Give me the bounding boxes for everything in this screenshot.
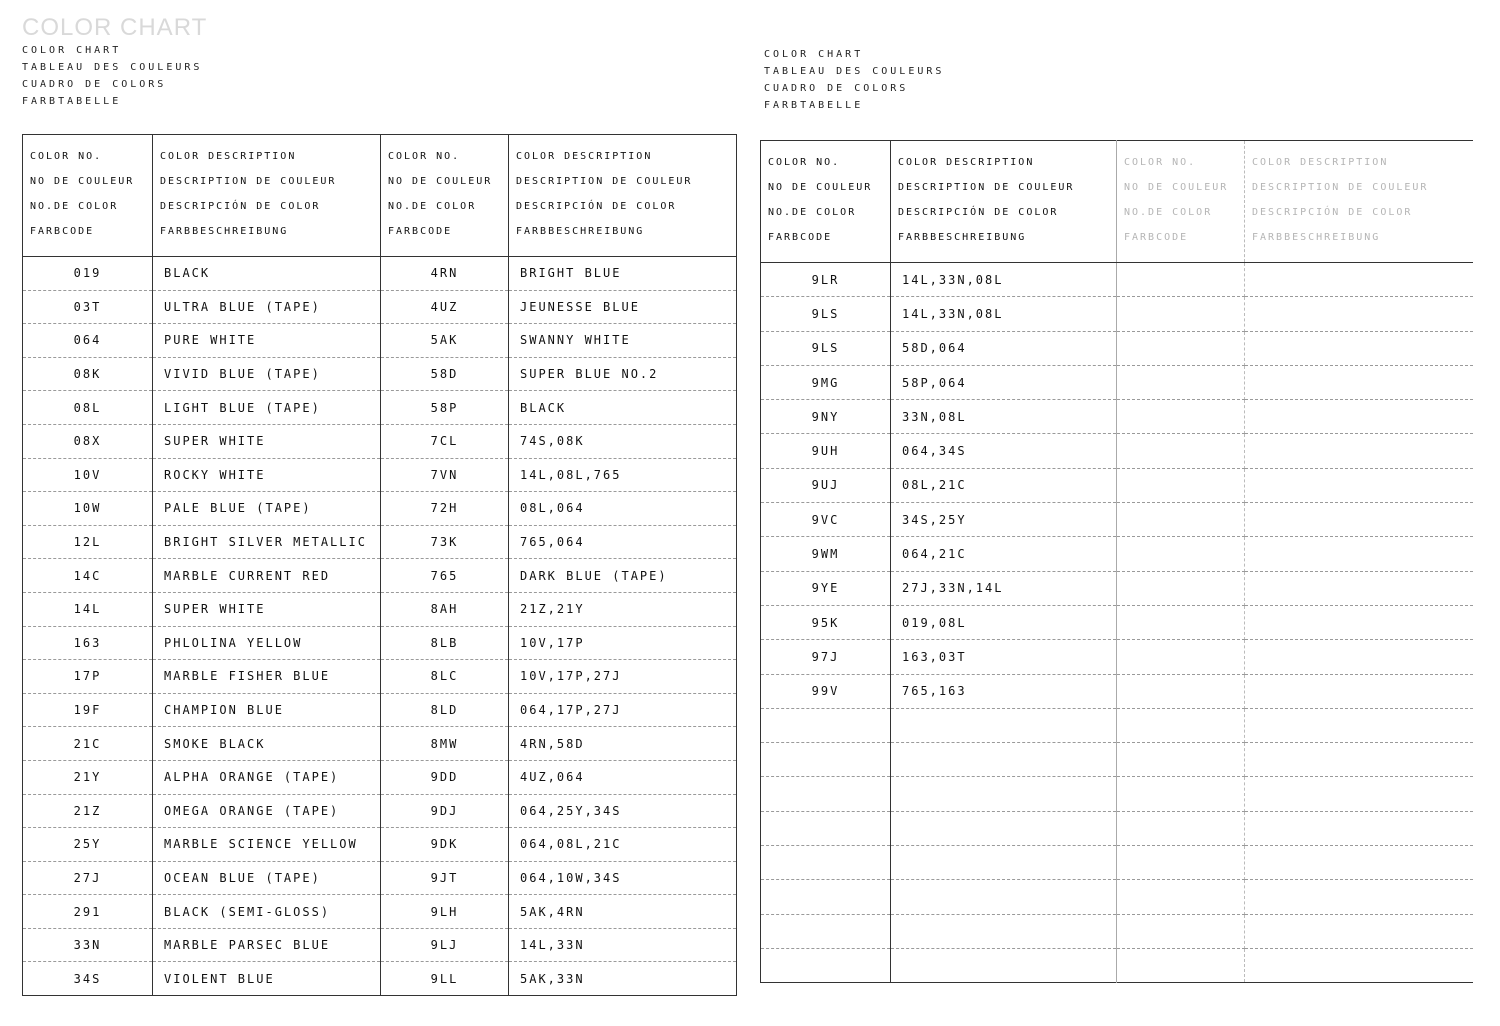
header-label: COLOR DESCRIPTION bbox=[1252, 157, 1389, 168]
header-color-no bbox=[761, 141, 891, 263]
color-description: 58D,064 bbox=[891, 331, 1117, 365]
right-color-table bbox=[760, 140, 1473, 983]
color-description bbox=[1245, 708, 1473, 742]
color-description bbox=[891, 811, 1117, 845]
color-code: 9LR bbox=[761, 263, 891, 297]
table-row bbox=[23, 424, 737, 458]
table-row bbox=[23, 760, 737, 794]
table-row bbox=[761, 743, 1473, 777]
right-chart-heading bbox=[764, 46, 944, 114]
header-label: FARBBESCHREIBUNG bbox=[1252, 232, 1381, 243]
color-description: DARK BLUE (TAPE) bbox=[509, 559, 737, 593]
header-label: FARBCODE bbox=[768, 232, 833, 243]
color-description: 064,10W,34S bbox=[509, 861, 737, 895]
color-code: 8LC bbox=[381, 660, 509, 694]
color-code: 7VN bbox=[381, 458, 509, 492]
header-label: FARBBESCHREIBUNG bbox=[898, 232, 1027, 243]
color-code bbox=[1117, 743, 1245, 777]
table-row bbox=[761, 811, 1473, 845]
heading-line: TABLEAU DES COULEURS bbox=[764, 66, 945, 77]
table-row bbox=[23, 794, 737, 828]
heading-line: CUADRO DE COLORS bbox=[764, 83, 909, 94]
color-description: SUPER WHITE bbox=[153, 592, 381, 626]
table-row bbox=[761, 434, 1473, 468]
color-code: 58D bbox=[381, 357, 509, 391]
color-description bbox=[1245, 846, 1473, 880]
table-row bbox=[761, 400, 1473, 434]
color-description bbox=[1245, 365, 1473, 399]
table-row bbox=[23, 357, 737, 391]
table-row bbox=[761, 468, 1473, 502]
table-row bbox=[761, 503, 1473, 537]
color-description: 5AK,4RN bbox=[509, 895, 737, 929]
heading-line: TABLEAU DES COULEURS bbox=[22, 62, 203, 73]
color-code bbox=[1117, 537, 1245, 571]
color-code: 8AH bbox=[381, 592, 509, 626]
color-code: 19F bbox=[23, 693, 153, 727]
header-label: FARBBESCHREIBUNG bbox=[160, 226, 289, 237]
color-code: 95K bbox=[761, 605, 891, 639]
color-code bbox=[1117, 605, 1245, 639]
color-code bbox=[1117, 880, 1245, 914]
color-description bbox=[1245, 537, 1473, 571]
color-description: SMOKE BLACK bbox=[153, 727, 381, 761]
table-row bbox=[761, 571, 1473, 605]
color-code: 21Z bbox=[23, 794, 153, 828]
color-code: 9NY bbox=[761, 400, 891, 434]
color-description: 019,08L bbox=[891, 605, 1117, 639]
color-description: 33N,08L bbox=[891, 400, 1117, 434]
table-row bbox=[761, 605, 1473, 639]
color-description: 064,17P,27J bbox=[509, 693, 737, 727]
table-row bbox=[23, 391, 737, 425]
color-description: 064,34S bbox=[891, 434, 1117, 468]
color-description bbox=[1245, 811, 1473, 845]
header-label: NO.DE COLOR bbox=[1124, 207, 1213, 218]
color-description: MARBLE PARSEC BLUE bbox=[153, 928, 381, 962]
table-row bbox=[23, 290, 737, 324]
color-code bbox=[1117, 503, 1245, 537]
header-label: NO DE COULEUR bbox=[388, 176, 493, 187]
color-code: 14C bbox=[23, 559, 153, 593]
color-description bbox=[891, 708, 1117, 742]
color-code bbox=[1117, 708, 1245, 742]
color-code bbox=[761, 708, 891, 742]
color-description: ULTRA BLUE (TAPE) bbox=[153, 290, 381, 324]
header-color-description bbox=[509, 135, 737, 257]
color-code: 03T bbox=[23, 290, 153, 324]
color-description: 34S,25Y bbox=[891, 503, 1117, 537]
color-description bbox=[1245, 674, 1473, 708]
color-description: SUPER BLUE NO.2 bbox=[509, 357, 737, 391]
color-description bbox=[1245, 571, 1473, 605]
header-color-description bbox=[891, 141, 1117, 263]
color-code: 9LJ bbox=[381, 928, 509, 962]
color-description bbox=[1245, 640, 1473, 674]
table-row bbox=[23, 592, 737, 626]
color-description bbox=[891, 777, 1117, 811]
color-code: 73K bbox=[381, 525, 509, 559]
table-row bbox=[23, 458, 737, 492]
color-code bbox=[1117, 400, 1245, 434]
color-description: BRIGHT BLUE bbox=[509, 257, 737, 291]
color-description: JEUNESSE BLUE bbox=[509, 290, 737, 324]
header-label: FARBCODE bbox=[30, 226, 95, 237]
heading-line: FARBTABELLE bbox=[22, 96, 122, 107]
table-row bbox=[761, 708, 1473, 742]
color-code: 9YE bbox=[761, 571, 891, 605]
color-description: 14L,08L,765 bbox=[509, 458, 737, 492]
color-description: 765,064 bbox=[509, 525, 737, 559]
color-code: 8MW bbox=[381, 727, 509, 761]
header-color-description bbox=[1245, 141, 1473, 263]
color-code: 9DK bbox=[381, 828, 509, 862]
color-code: 08K bbox=[23, 357, 153, 391]
table-header-row bbox=[23, 135, 737, 257]
color-code: 10W bbox=[23, 492, 153, 526]
color-description: BLACK bbox=[509, 391, 737, 425]
color-code: 21Y bbox=[23, 760, 153, 794]
color-description: VIOLENT BLUE bbox=[153, 962, 381, 996]
color-code: 33N bbox=[23, 928, 153, 962]
heading-line: CUADRO DE COLORS bbox=[22, 79, 167, 90]
color-code: 9LS bbox=[761, 331, 891, 365]
color-description bbox=[1245, 880, 1473, 914]
color-description bbox=[1245, 914, 1473, 948]
color-description: 10V,17P,27J bbox=[509, 660, 737, 694]
header-label: DESCRIPCIÓN DE COLOR bbox=[516, 201, 677, 212]
left-color-table bbox=[22, 134, 737, 996]
header-label: COLOR NO. bbox=[768, 157, 841, 168]
table-row bbox=[761, 777, 1473, 811]
header-label: NO DE COULEUR bbox=[768, 182, 873, 193]
color-description: MARBLE FISHER BLUE bbox=[153, 660, 381, 694]
header-label: NO.DE COLOR bbox=[30, 201, 119, 212]
color-description: 27J,33N,14L bbox=[891, 571, 1117, 605]
color-description: PHLOLINA YELLOW bbox=[153, 626, 381, 660]
color-code: 08X bbox=[23, 424, 153, 458]
table-row bbox=[761, 914, 1473, 948]
color-code: 9LH bbox=[381, 895, 509, 929]
color-code: 9UH bbox=[761, 434, 891, 468]
table-row bbox=[23, 928, 737, 962]
color-code: 4RN bbox=[381, 257, 509, 291]
heading-line: FARBTABELLE bbox=[764, 100, 864, 111]
color-code: 9MG bbox=[761, 365, 891, 399]
header-label: NO.DE COLOR bbox=[388, 201, 477, 212]
color-description: 765,163 bbox=[891, 674, 1117, 708]
table-row bbox=[761, 846, 1473, 880]
color-code bbox=[1117, 846, 1245, 880]
color-code: 9VC bbox=[761, 503, 891, 537]
color-description: 064,25Y,34S bbox=[509, 794, 737, 828]
color-description: SWANNY WHITE bbox=[509, 324, 737, 358]
color-description: 4RN,58D bbox=[509, 727, 737, 761]
color-description: SUPER WHITE bbox=[153, 424, 381, 458]
table-row bbox=[23, 525, 737, 559]
color-code bbox=[1117, 777, 1245, 811]
header-label: FARBBESCHREIBUNG bbox=[516, 226, 645, 237]
table-row bbox=[23, 492, 737, 526]
color-description bbox=[1245, 777, 1473, 811]
color-description bbox=[1245, 263, 1473, 297]
color-code: 72H bbox=[381, 492, 509, 526]
color-code: 21C bbox=[23, 727, 153, 761]
color-description bbox=[891, 880, 1117, 914]
color-description bbox=[891, 846, 1117, 880]
color-code: 9JT bbox=[381, 861, 509, 895]
color-code bbox=[761, 948, 891, 982]
color-description: 08L,064 bbox=[509, 492, 737, 526]
color-code bbox=[1117, 468, 1245, 502]
color-description: BLACK (SEMI-GLOSS) bbox=[153, 895, 381, 929]
color-code: 9DD bbox=[381, 760, 509, 794]
table-row bbox=[761, 365, 1473, 399]
header-label: NO.DE COLOR bbox=[768, 207, 857, 218]
header-label: DESCRIPTION DE COULEUR bbox=[1252, 182, 1429, 193]
header-label: COLOR DESCRIPTION bbox=[160, 151, 297, 162]
color-description bbox=[1245, 400, 1473, 434]
table-row bbox=[23, 828, 737, 862]
color-code bbox=[761, 811, 891, 845]
header-label: DESCRIPCIÓN DE COLOR bbox=[898, 207, 1059, 218]
color-code: 163 bbox=[23, 626, 153, 660]
color-code: 9DJ bbox=[381, 794, 509, 828]
header-label: FARBCODE bbox=[1124, 232, 1189, 243]
left-chart-heading bbox=[22, 42, 202, 110]
color-description: 58P,064 bbox=[891, 365, 1117, 399]
table-row bbox=[23, 693, 737, 727]
table-row bbox=[761, 263, 1473, 297]
table-row bbox=[23, 861, 737, 895]
color-code: 8LB bbox=[381, 626, 509, 660]
header-label: COLOR DESCRIPTION bbox=[516, 151, 653, 162]
color-description: ROCKY WHITE bbox=[153, 458, 381, 492]
color-description: 4UZ,064 bbox=[509, 760, 737, 794]
color-description: 08L,21C bbox=[891, 468, 1117, 502]
header-color-no bbox=[1117, 141, 1245, 263]
color-code bbox=[1117, 948, 1245, 982]
color-description bbox=[1245, 297, 1473, 331]
color-code: 291 bbox=[23, 895, 153, 929]
color-description: 74S,08K bbox=[509, 424, 737, 458]
color-description: OCEAN BLUE (TAPE) bbox=[153, 861, 381, 895]
color-code: 34S bbox=[23, 962, 153, 996]
color-code bbox=[1117, 331, 1245, 365]
header-label: FARBCODE bbox=[388, 226, 453, 237]
color-description bbox=[1245, 605, 1473, 639]
color-description bbox=[1245, 434, 1473, 468]
table-row bbox=[761, 297, 1473, 331]
table-header-row bbox=[761, 141, 1473, 263]
color-description: OMEGA ORANGE (TAPE) bbox=[153, 794, 381, 828]
color-code bbox=[1117, 365, 1245, 399]
color-code bbox=[1117, 811, 1245, 845]
color-code: 08L bbox=[23, 391, 153, 425]
color-description: LIGHT BLUE (TAPE) bbox=[153, 391, 381, 425]
color-description bbox=[1245, 503, 1473, 537]
color-code bbox=[1117, 263, 1245, 297]
table-row bbox=[761, 674, 1473, 708]
color-code: 97J bbox=[761, 640, 891, 674]
color-code bbox=[761, 846, 891, 880]
color-code: 25Y bbox=[23, 828, 153, 862]
table-row bbox=[761, 537, 1473, 571]
color-description: 14L,33N,08L bbox=[891, 263, 1117, 297]
table-row bbox=[761, 331, 1473, 365]
color-description: PURE WHITE bbox=[153, 324, 381, 358]
header-label: DESCRIPCIÓN DE COLOR bbox=[160, 201, 321, 212]
color-description bbox=[1245, 331, 1473, 365]
table-row bbox=[23, 895, 737, 929]
color-code bbox=[1117, 434, 1245, 468]
header-label: COLOR DESCRIPTION bbox=[898, 157, 1035, 168]
table-row bbox=[761, 948, 1473, 982]
color-description bbox=[1245, 948, 1473, 982]
color-description: VIVID BLUE (TAPE) bbox=[153, 357, 381, 391]
color-description: 14L,33N,08L bbox=[891, 297, 1117, 331]
color-description: MARBLE SCIENCE YELLOW bbox=[153, 828, 381, 862]
heading-line: COLOR CHART bbox=[764, 49, 864, 60]
table-row bbox=[23, 727, 737, 761]
color-description: 163,03T bbox=[891, 640, 1117, 674]
table-row bbox=[761, 640, 1473, 674]
color-code bbox=[761, 743, 891, 777]
color-code: 99V bbox=[761, 674, 891, 708]
table-row bbox=[23, 324, 737, 358]
table-row bbox=[761, 880, 1473, 914]
color-code: 7CL bbox=[381, 424, 509, 458]
color-code: 9LS bbox=[761, 297, 891, 331]
color-code bbox=[1117, 914, 1245, 948]
color-description: PALE BLUE (TAPE) bbox=[153, 492, 381, 526]
color-description: ALPHA ORANGE (TAPE) bbox=[153, 760, 381, 794]
color-code: 8LD bbox=[381, 693, 509, 727]
heading-line: COLOR CHART bbox=[22, 45, 122, 56]
color-code: 5AK bbox=[381, 324, 509, 358]
color-code: 019 bbox=[23, 257, 153, 291]
color-code: 14L bbox=[23, 592, 153, 626]
table-row bbox=[23, 660, 737, 694]
header-label: COLOR NO. bbox=[1124, 157, 1197, 168]
color-code bbox=[761, 880, 891, 914]
color-code: 12L bbox=[23, 525, 153, 559]
color-code bbox=[761, 777, 891, 811]
color-description bbox=[1245, 743, 1473, 777]
color-code: 58P bbox=[381, 391, 509, 425]
color-description bbox=[1245, 468, 1473, 502]
color-code: 17P bbox=[23, 660, 153, 694]
header-label: COLOR NO. bbox=[388, 151, 461, 162]
table-row bbox=[23, 626, 737, 660]
color-code: 27J bbox=[23, 861, 153, 895]
faint-page-title: COLOR CHART bbox=[22, 14, 208, 41]
color-code bbox=[761, 914, 891, 948]
color-description: 064,08L,21C bbox=[509, 828, 737, 862]
color-description: 21Z,21Y bbox=[509, 592, 737, 626]
header-label: DESCRIPCIÓN DE COLOR bbox=[1252, 207, 1413, 218]
color-description bbox=[891, 914, 1117, 948]
color-code bbox=[1117, 640, 1245, 674]
color-code: 064 bbox=[23, 324, 153, 358]
header-label: DESCRIPTION DE COULEUR bbox=[898, 182, 1075, 193]
header-color-description bbox=[153, 135, 381, 257]
color-description: BLACK bbox=[153, 257, 381, 291]
color-description bbox=[891, 743, 1117, 777]
table-row bbox=[23, 559, 737, 593]
color-code: 10V bbox=[23, 458, 153, 492]
color-description: BRIGHT SILVER METALLIC bbox=[153, 525, 381, 559]
color-description: MARBLE CURRENT RED bbox=[153, 559, 381, 593]
color-code: 765 bbox=[381, 559, 509, 593]
header-color-no bbox=[381, 135, 509, 257]
color-code bbox=[1117, 297, 1245, 331]
header-label: NO DE COULEUR bbox=[1124, 182, 1229, 193]
color-description: 5AK,33N bbox=[509, 962, 737, 996]
color-description: 14L,33N bbox=[509, 928, 737, 962]
header-label: DESCRIPTION DE COULEUR bbox=[516, 176, 693, 187]
color-description: 064,21C bbox=[891, 537, 1117, 571]
color-description: CHAMPION BLUE bbox=[153, 693, 381, 727]
color-code bbox=[1117, 571, 1245, 605]
color-code: 9LL bbox=[381, 962, 509, 996]
color-code bbox=[1117, 674, 1245, 708]
color-code: 9WM bbox=[761, 537, 891, 571]
header-color-no bbox=[23, 135, 153, 257]
color-description: 10V,17P bbox=[509, 626, 737, 660]
color-code: 4UZ bbox=[381, 290, 509, 324]
color-description bbox=[891, 948, 1117, 982]
color-code: 9UJ bbox=[761, 468, 891, 502]
table-row bbox=[23, 257, 737, 291]
header-label: DESCRIPTION DE COULEUR bbox=[160, 176, 337, 187]
header-label: NO DE COULEUR bbox=[30, 176, 135, 187]
header-label: COLOR NO. bbox=[30, 151, 103, 162]
table-row bbox=[23, 962, 737, 996]
